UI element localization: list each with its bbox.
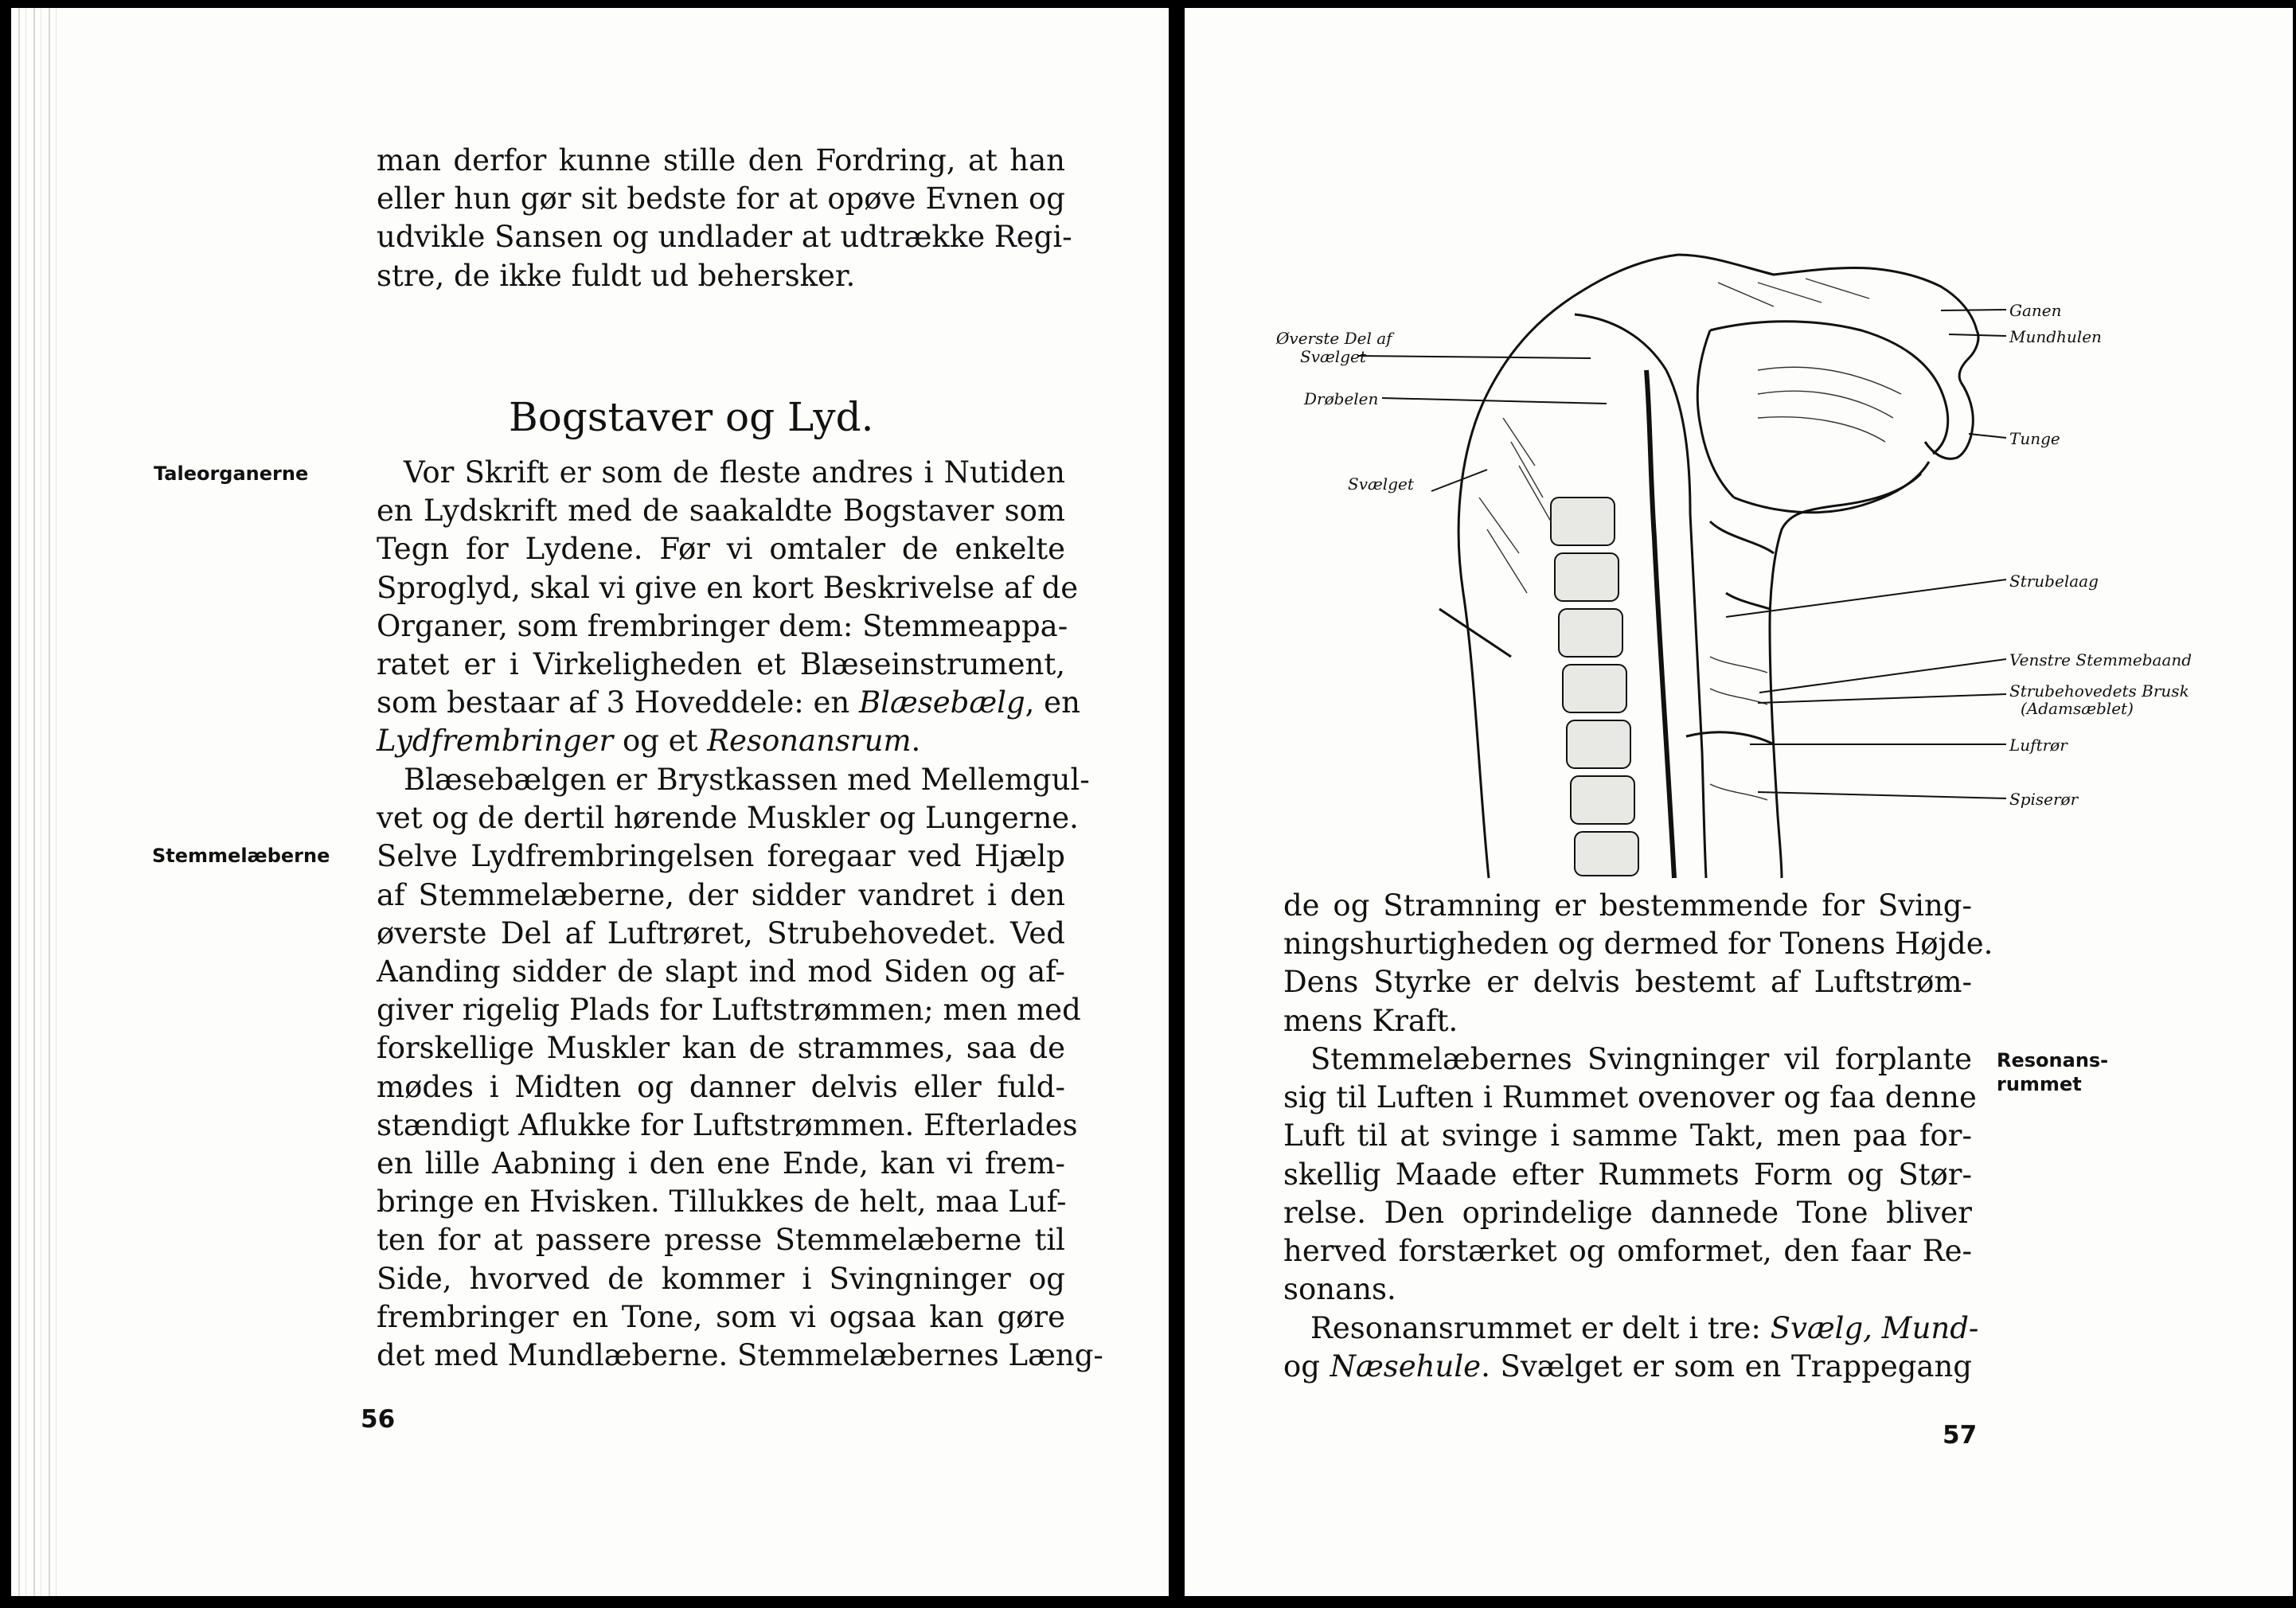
text-line: en lille Aabning i den ene Ende, kan vi frem-	[377, 1146, 1065, 1181]
leader-lines	[1358, 310, 2006, 798]
text-line: øverste Del af Luftrøret, Strubehovedet. Ved	[377, 915, 1065, 950]
text-line: frembringer en Tone, som vi ogsaa kan gøre	[377, 1299, 1065, 1334]
label-svaelget: Svælget	[1348, 474, 1414, 494]
text-line: stre, de ikke fuldt ud behersker.	[377, 258, 856, 293]
paragraph-blaesebaelg	[377, 761, 1103, 1375]
label-venstre-stemmebaand: Venstre Stemmebaand	[2009, 650, 2193, 669]
text-line: herved forstærket og omformet, den faar Re-	[1283, 1234, 1972, 1269]
text-line	[377, 722, 1065, 760]
text-line: sonans.	[1283, 1272, 1396, 1307]
text-line	[377, 684, 1080, 722]
text-line: Dens Styrke er delvis bestemt af Luftstrøm-	[1283, 965, 1972, 1000]
text-line: vet og de dertil hørende Muskler og Lungerne.	[377, 801, 1079, 836]
text-line: Vor Skrift er som de fleste andres i Nutiden	[404, 455, 1065, 490]
text-line: det med Mundlæberne. Stemmelæbernes Læng-	[377, 1338, 1103, 1373]
text-run: . Svælget er som en Trappegang	[1481, 1349, 1972, 1384]
text-run: , en	[1025, 685, 1080, 720]
italic-term-svaelg-mund: Svælg, Mund-	[1770, 1311, 1979, 1345]
page-number: 56	[361, 1405, 396, 1434]
label-overste-del-1: Øverste Del af	[1276, 329, 1392, 348]
label-overste-del-2: Svælget	[1300, 347, 1366, 366]
text-line: Stemmelæbernes Svingninger vil forplante	[1310, 1042, 1972, 1076]
text-line: forskellige Muskler kan de strammes, saa de	[377, 1031, 1065, 1066]
text-line: sig til Luften i Rummet ovenover og faa denne	[1283, 1080, 1977, 1115]
text-run: og et	[613, 724, 708, 759]
text-line: man derfor kunne stille den Fordring, at han	[377, 143, 1065, 178]
paragraph-stemmelaebernes-svingninger	[1283, 1040, 1977, 1309]
figure-shading	[1479, 279, 1901, 800]
text-line: Aanding sidder de slapt ind mod Siden og af-	[377, 954, 1065, 989]
text-line: Side, hvorved de kommer i Svingninger og	[377, 1261, 1065, 1296]
left-page	[11, 8, 1169, 1596]
italic-term-naesehule: Næsehule	[1330, 1349, 1482, 1384]
text-line: stændigt Aflukke for Luftstrømmen. Efterlades	[377, 1107, 1078, 1142]
label-strubelaag: Strubelaag	[2009, 572, 2099, 591]
text-line: en Lydskrift med de saakaldte Bogstaver som	[377, 494, 1065, 529]
page-edge-stack	[11, 8, 59, 1596]
italic-term-lydfrembringer: Lydfrembringer	[377, 724, 614, 759]
text-line: skellig Maade efter Rummets Form og Stør-	[1283, 1157, 1972, 1192]
text-line: udvikle Sansen og undlader at udtrække Regi-	[377, 220, 1072, 255]
text-line	[1283, 1309, 1979, 1348]
page-number: 57	[1943, 1421, 1978, 1450]
text-line: ten for at passere presse Stemmelæberne til	[377, 1223, 1065, 1258]
text-line: af Stemmelæberne, der sidder vandret i den	[377, 877, 1065, 912]
label-tunge: Tunge	[2009, 429, 2060, 448]
text-line: ningshurtigheden og dermed for Tonens Højde.	[1283, 927, 1993, 962]
continuation-paragraph	[377, 142, 1072, 295]
italic-term-blaesebaelg: Blæsebælg	[858, 685, 1025, 720]
text-line: relse. Den oprindelige dannede Tone bliver	[1283, 1195, 1972, 1230]
text-line: Tegn for Lydene. Før vi omtaler de enkelte	[377, 532, 1065, 567]
paragraph-continuation	[1283, 887, 1993, 1040]
text-line: Sproglyd, skal vi give en kort Beskrivelse af de	[377, 570, 1079, 605]
text-line: Luft til at svinge i samme Takt, men paa for-	[1283, 1118, 1972, 1153]
text-line: giver rigelig Plads for Luftstrømmen; men med	[377, 993, 1081, 1028]
paragraph-resonansrummet	[1283, 1309, 1979, 1386]
label-adamsaeblet: (Adamsæblet)	[2021, 699, 2134, 718]
italic-term-resonansrum: Resonansrum	[707, 724, 912, 759]
text-run: Resonansrummet er delt i tre:	[1310, 1311, 1771, 1345]
text-line: bringe en Hvisken. Tillukkes de helt, maa Luf-	[377, 1185, 1067, 1220]
text-run: som bestaar af 3 Hoveddele: en	[377, 685, 859, 720]
text-line	[1283, 1348, 1972, 1386]
label-spiseror: Spiserør	[2009, 790, 2079, 809]
label-luftror: Luftrør	[2009, 736, 2068, 755]
label-drobelen: Drøbelen	[1304, 389, 1379, 408]
text-line: mens Kraft.	[1283, 1003, 1458, 1038]
text-line: ratet er i Virkeligheden et Blæseinstrument,	[377, 647, 1065, 682]
text-run: .	[911, 724, 921, 759]
head-cross-section-illustration	[1439, 255, 1978, 878]
label-ganen: Ganen	[2009, 301, 2062, 320]
right-page	[1185, 8, 2293, 1596]
text-line: eller hun gør sit bedste for at opøve Evnen og	[377, 181, 1065, 217]
paragraph-organs	[377, 454, 1080, 761]
margin-note-stemmelaeberne: Stemmelæberne	[152, 845, 330, 867]
text-line: Selve Lydfrembringelsen foregaar ved Hjælp	[377, 839, 1065, 874]
text-line: mødes i Midten og danner delvis eller fuld-	[377, 1069, 1065, 1104]
vertebrae-column	[1551, 498, 1638, 876]
section-heading: Bogstaver og Lyd.	[509, 394, 874, 440]
anatomy-figure	[1201, 179, 2235, 880]
margin-note-resonansrummet-1: Resonans-	[1997, 1049, 2109, 1071]
label-mundhulen: Mundhulen	[2009, 327, 2102, 346]
text-run: og	[1283, 1349, 1330, 1384]
margin-note-resonansrummet-2: rummet	[1997, 1073, 2082, 1095]
text-line: Organer, som frembringer dem: Stemmeappa-	[377, 608, 1068, 643]
text-line: de og Stramning er bestemmende for Sving-	[1283, 888, 1972, 923]
label-strubehovedets-brusk: Strubehovedets Brusk	[2009, 681, 2189, 701]
text-line: Blæsebælgen er Brystkassen med Mellemgul-	[404, 763, 1090, 797]
margin-note-taleorganerne: Taleorganerne	[154, 462, 309, 485]
